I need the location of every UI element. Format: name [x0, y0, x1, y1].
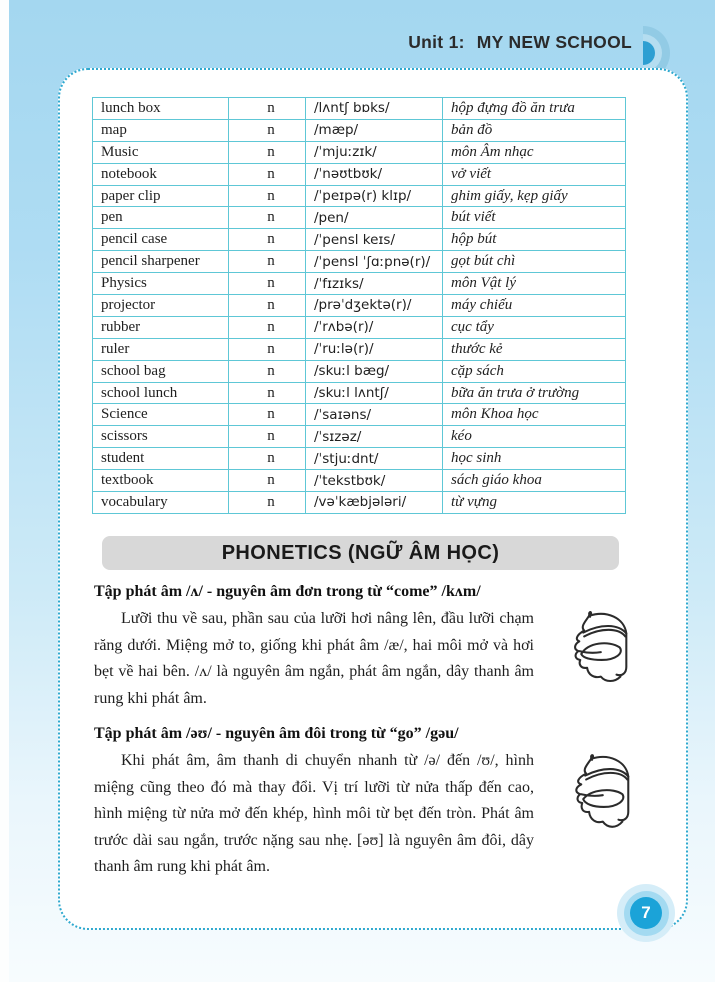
table-row	[93, 492, 626, 514]
vocab-pos: n	[229, 229, 306, 251]
vocab-ipa: /skuːl bæg/	[306, 360, 443, 382]
vocab-ipa: /ˈstjuːdnt/	[306, 448, 443, 470]
table-row	[93, 273, 626, 295]
vocab-ipa: /ˈpensl keɪs/	[306, 229, 443, 251]
vocab-meaning: từ vựng	[443, 492, 626, 514]
vocab-word: ruler	[93, 338, 229, 360]
vocab-pos: n	[229, 426, 306, 448]
vocab-meaning: kéo	[443, 426, 626, 448]
phonetics-heading-1: Tập phát âm /ʌ/ - nguyên âm đơn trong từ “come” /kʌm/	[94, 583, 481, 600]
vocab-ipa: /ˈsɪzəz/	[306, 426, 443, 448]
vocab-ipa: /ˈsaɪəns/	[306, 404, 443, 426]
unit-title: MY NEW SCHOOL	[476, 32, 632, 52]
vocab-meaning: bữa ăn trưa ở trường	[443, 382, 626, 404]
vocab-ipa: /prəˈdʒektə(r)/	[306, 295, 443, 317]
phonetics-paragraph-2: Khi phát âm, âm thanh di chuyển nhanh từ /ə/ đến /ʊ/, hình miệng cũng theo đó mà thay đổi. Vị trí lưỡi từ nửa thấp đến cao, hình miệng từ nửa mở đến khép, hình môi từ bẹt đến tròn. Phát âm trước dài sau ngắn, trước nặng sau nhẹ. [əʊ] là nguyên âm đôi, dây thanh âm rung khi phát âm.	[94, 752, 534, 876]
table-row	[93, 98, 626, 120]
vocab-meaning: bản đồ	[443, 119, 626, 141]
mouth-diagram-icon	[544, 750, 642, 858]
table-row	[93, 251, 626, 273]
vocab-meaning: hộp bút	[443, 229, 626, 251]
phonetics-paragraph-1: Lưỡi thu về sau, phần sau của lưỡi hơi nâng lên, đầu lưỡi chạm răng dưới. Miệng mở to, giống khi phát âm /æ/, hai môi mở và hơi bẹt về hai bên. /ʌ/ là nguyên âm ngắn, phát âm ngắn, dây thanh âm rung khi phát âm.	[94, 610, 534, 707]
vocab-meaning: môn Khoa học	[443, 404, 626, 426]
vocab-word: notebook	[93, 163, 229, 185]
vocab-meaning: ghim giấy, kẹp giấy	[443, 185, 626, 207]
table-row	[93, 360, 626, 382]
vocab-pos: n	[229, 98, 306, 120]
vocab-word: lunch box	[93, 98, 229, 120]
vocab-meaning: môn Âm nhạc	[443, 141, 626, 163]
vocab-word: projector	[93, 295, 229, 317]
vocab-meaning: thước kẻ	[443, 338, 626, 360]
vocab-word: vocabulary	[93, 492, 229, 514]
vocab-word: pencil case	[93, 229, 229, 251]
phonetics-section	[94, 536, 642, 881]
vocab-meaning: hộp đựng đồ ăn trưa	[443, 98, 626, 120]
vocab-meaning: sách giáo khoa	[443, 470, 626, 492]
table-row	[93, 426, 626, 448]
vocabulary-table	[92, 97, 626, 514]
table-row	[93, 295, 626, 317]
table-row	[93, 229, 626, 251]
vocab-word: Science	[93, 404, 229, 426]
vocab-pos: n	[229, 185, 306, 207]
vocab-pos: n	[229, 492, 306, 514]
table-row	[93, 316, 626, 338]
vocab-pos: n	[229, 470, 306, 492]
vocab-pos: n	[229, 382, 306, 404]
table-row	[93, 338, 626, 360]
table-row	[93, 141, 626, 163]
vocab-ipa: /ˈpensl ˈʃɑːpnə(r)/	[306, 251, 443, 273]
vocab-meaning: học sinh	[443, 448, 626, 470]
vocab-word: map	[93, 119, 229, 141]
vocab-meaning: gọt bút chì	[443, 251, 626, 273]
vocab-ipa: /pen/	[306, 207, 443, 229]
table-row	[93, 404, 626, 426]
vocab-pos: n	[229, 141, 306, 163]
table-row	[93, 382, 626, 404]
vocab-ipa: /ˈfɪzɪks/	[306, 273, 443, 295]
vocab-meaning: cặp sách	[443, 360, 626, 382]
vocab-pos: n	[229, 404, 306, 426]
vocab-ipa: /mæp/	[306, 119, 443, 141]
vocab-word: pen	[93, 207, 229, 229]
vocab-ipa: /skuːl lʌntʃ/	[306, 382, 443, 404]
vocab-ipa: /ˈnəʊtbʊk/	[306, 163, 443, 185]
vocab-pos: n	[229, 273, 306, 295]
page-number-badge	[617, 884, 675, 942]
vocab-ipa: /ˈtekstbʊk/	[306, 470, 443, 492]
vocab-ipa: /ˈrʌbə(r)/	[306, 316, 443, 338]
phonetics-block-2	[94, 748, 642, 881]
vocab-pos: n	[229, 251, 306, 273]
vocab-word: rubber	[93, 316, 229, 338]
table-row	[93, 185, 626, 207]
table-row	[93, 470, 626, 492]
unit-label: Unit 1:	[408, 32, 465, 52]
vocab-pos: n	[229, 338, 306, 360]
vocab-pos: n	[229, 316, 306, 338]
vocab-word: Music	[93, 141, 229, 163]
vocab-meaning: bút viết	[443, 207, 626, 229]
vocab-ipa: /vəˈkæbjələri/	[306, 492, 443, 514]
vocab-ipa: /lʌntʃ bɒks/	[306, 98, 443, 120]
page-number-ring	[624, 891, 669, 936]
table-row	[93, 163, 626, 185]
phonetics-heading-2: Tập phát âm /əʊ/ - nguyên âm đôi trong từ “go” /gəu/	[94, 725, 459, 743]
vocab-pos: n	[229, 360, 306, 382]
vocab-meaning: vở viết	[443, 163, 626, 185]
table-row	[93, 207, 626, 229]
vocab-word: school lunch	[93, 382, 229, 404]
vocab-pos: n	[229, 207, 306, 229]
vocab-pos: n	[229, 448, 306, 470]
vocab-pos: n	[229, 295, 306, 317]
phonetics-block-1	[94, 606, 642, 712]
phonetics-banner: PHONETICS (NGỮ ÂM HỌC)	[102, 536, 619, 570]
vocab-meaning: máy chiếu	[443, 295, 626, 317]
vocab-word: Physics	[93, 273, 229, 295]
vocab-word: paper clip	[93, 185, 229, 207]
table-row	[93, 448, 626, 470]
vocab-ipa: /ˈpeɪpə(r) klɪp/	[306, 185, 443, 207]
table-row	[93, 119, 626, 141]
content-card	[58, 68, 688, 930]
vocab-word: pencil sharpener	[93, 251, 229, 273]
vocab-meaning: môn Vật lý	[443, 273, 626, 295]
vocab-word: scissors	[93, 426, 229, 448]
vocab-word: textbook	[93, 470, 229, 492]
vocab-word: student	[93, 448, 229, 470]
mouth-diagram-icon	[544, 608, 642, 708]
vocab-pos: n	[229, 119, 306, 141]
page-number: 7	[630, 897, 662, 929]
vocab-word: school bag	[93, 360, 229, 382]
page-scan-edge	[0, 0, 9, 982]
unit-header	[0, 32, 632, 53]
vocab-pos: n	[229, 163, 306, 185]
vocab-ipa: /ˈmjuːzɪk/	[306, 141, 443, 163]
vocab-ipa: /ˈruːlə(r)/	[306, 338, 443, 360]
vocab-meaning: cục tẩy	[443, 316, 626, 338]
